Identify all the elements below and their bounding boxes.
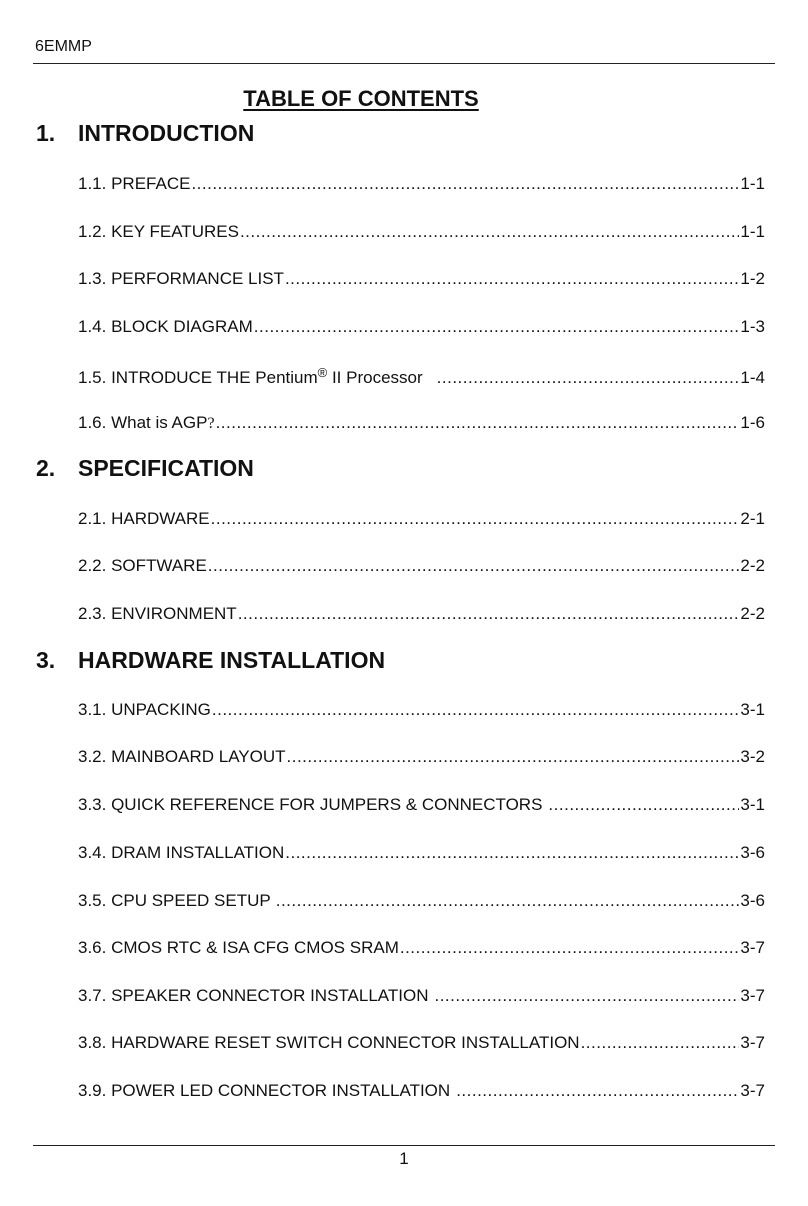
page-header-model: 6EMMP <box>35 38 92 55</box>
toc-entry-mainboard-layout[interactable] <box>78 747 765 767</box>
entry-label: 2.3. ENVIRONMENT <box>78 604 237 623</box>
entry-label: 3.5. CPU SPEED SETUP <box>78 891 271 910</box>
entry-label: 3.1. UNPACKING <box>78 700 211 719</box>
toc-entry-speaker-connector[interactable] <box>78 986 765 1006</box>
entry-page: 3-7 <box>740 986 765 1005</box>
toc-entry-cpu-speed-setup[interactable] <box>78 891 765 911</box>
page-number: 1 <box>399 1149 409 1168</box>
dot-leader <box>208 556 740 576</box>
entry-label: 1.1. PREFACE <box>78 174 191 193</box>
toc-entry-what-is-agp[interactable] <box>78 413 765 433</box>
section-number: 3. <box>36 647 56 673</box>
dot-leader <box>254 317 740 337</box>
header-divider <box>33 63 775 64</box>
entry-page: 2-2 <box>740 604 765 623</box>
toc-entry-unpacking[interactable] <box>78 700 765 720</box>
entry-label: 2.2. SOFTWARE <box>78 556 207 575</box>
dot-leader <box>211 509 740 529</box>
section-heading-introduction <box>36 120 254 147</box>
entry-page: 3-7 <box>740 938 765 957</box>
toc-title: TABLE OF CONTENTS <box>243 86 479 111</box>
toc-entry-preface[interactable] <box>78 174 765 194</box>
toc-entry-hardware[interactable] <box>78 509 765 529</box>
toc-entry-environment[interactable] <box>78 604 765 624</box>
entry-label: 3.3. QUICK REFERENCE FOR JUMPERS & CONNECTORS <box>78 795 543 814</box>
entry-label: 1.3. PERFORMANCE LIST <box>78 269 284 288</box>
entry-page: 3-1 <box>740 795 765 814</box>
entry-page: 1-1 <box>740 174 765 193</box>
entry-page: 1-2 <box>740 269 765 288</box>
toc-entry-key-features[interactable] <box>78 222 765 242</box>
entry-page: 1-3 <box>740 317 765 336</box>
entry-label: 3.2. MAINBOARD LAYOUT <box>78 747 286 766</box>
entry-page: 3-6 <box>740 891 765 910</box>
entry-label-text: 1.5. INTRODUCE THE Pentium <box>78 368 318 387</box>
toc-entry-software[interactable] <box>78 556 765 576</box>
entry-page: 3-7 <box>740 1081 765 1100</box>
footer-divider <box>33 1145 775 1146</box>
entry-page: 1-4 <box>740 368 765 387</box>
section-number: 2. <box>36 455 56 481</box>
dot-leader <box>456 1081 739 1101</box>
entry-label: 3.8. HARDWARE RESET SWITCH CONNECTOR INSTALLATION <box>78 1033 580 1052</box>
entry-label <box>78 413 215 433</box>
dot-leader <box>548 795 739 815</box>
dot-leader <box>240 222 739 242</box>
dot-leader <box>434 986 739 1006</box>
toc-entry-cmos-rtc[interactable] <box>78 938 765 958</box>
entry-page: 2-2 <box>740 556 765 575</box>
section-number: 1. <box>36 120 56 146</box>
entry-page: 3-6 <box>740 843 765 862</box>
dot-leader <box>581 1033 740 1053</box>
toc-entry-quick-reference[interactable] <box>78 795 765 815</box>
section-title: SPECIFICATION <box>78 455 254 481</box>
toc-entry-reset-switch[interactable] <box>78 1033 765 1053</box>
entry-label: 1.4. BLOCK DIAGRAM <box>78 317 253 336</box>
entry-label-text: 1.6. What is AGP <box>78 413 208 432</box>
dot-leader <box>437 368 740 388</box>
toc-entry-pentium-ii[interactable] <box>78 365 765 388</box>
dot-leader <box>400 938 740 958</box>
entry-page: 1-1 <box>740 222 765 241</box>
question-mark: ? <box>207 415 215 432</box>
section-title: INTRODUCTION <box>78 120 255 146</box>
dot-leader <box>287 747 740 767</box>
entry-label: 2.1. HARDWARE <box>78 509 210 528</box>
dot-leader <box>238 604 740 624</box>
dot-leader <box>216 413 740 433</box>
toc-entry-dram-installation[interactable] <box>78 843 765 863</box>
dot-leader <box>285 269 739 289</box>
entry-label: 1.2. KEY FEATURES <box>78 222 239 241</box>
section-title: HARDWARE INSTALLATION <box>78 647 386 673</box>
section-heading-hardware-installation <box>36 647 385 674</box>
entry-label-text-end: II Processor <box>327 368 423 387</box>
entry-label: 3.6. CMOS RTC & ISA CFG CMOS SRAM <box>78 938 399 957</box>
dot-leader <box>276 891 740 911</box>
entry-page: 1-6 <box>740 413 765 432</box>
toc-entry-performance-list[interactable] <box>78 269 765 289</box>
entry-label: 3.9. POWER LED CONNECTOR INSTALLATION <box>78 1081 451 1100</box>
entry-page: 3-1 <box>740 700 765 719</box>
dot-leader <box>285 843 739 863</box>
toc-entry-block-diagram[interactable] <box>78 317 765 337</box>
entry-page: 3-7 <box>740 1033 765 1052</box>
entry-page: 3-2 <box>740 747 765 766</box>
entry-page: 2-1 <box>740 509 765 528</box>
dot-leader <box>191 174 739 194</box>
registered-mark: ® <box>317 365 328 380</box>
entry-label <box>78 365 423 388</box>
dot-leader <box>212 700 740 720</box>
section-heading-specification <box>36 455 254 482</box>
entry-label: 3.4. DRAM INSTALLATION <box>78 843 285 862</box>
entry-label: 3.7. SPEAKER CONNECTOR INSTALLATION <box>78 986 429 1005</box>
toc-entry-power-led[interactable] <box>78 1081 765 1101</box>
